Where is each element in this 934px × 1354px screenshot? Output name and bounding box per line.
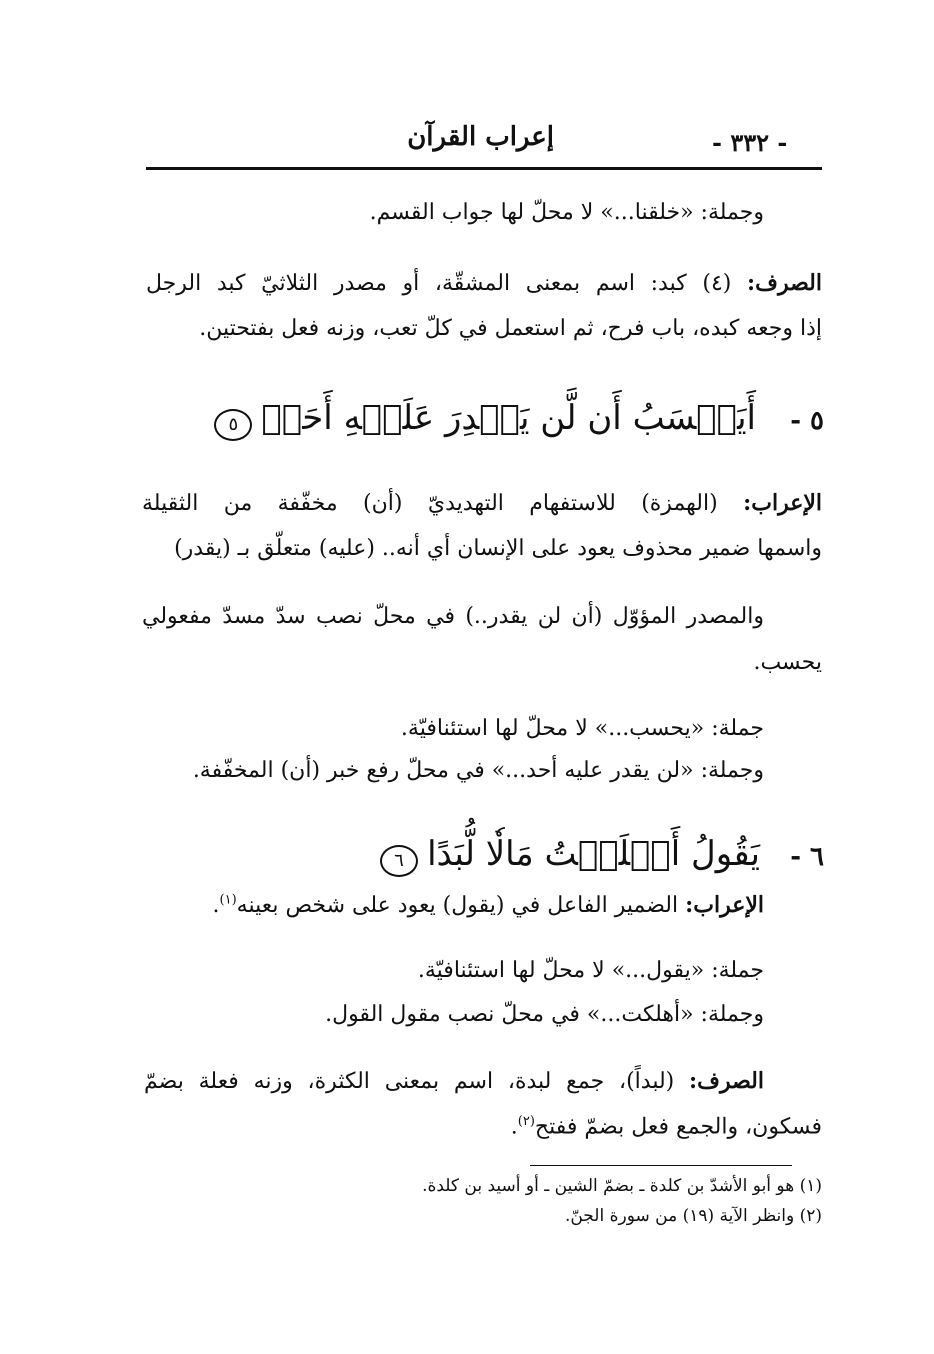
- sarf-paragraph-line2: إذا وجعه كبده، باب فرح، ثم استعمل في كلّ تعب، وزنه فعل بفتحتين.: [199, 316, 822, 341]
- text-line-jumla-yaqul: جملة: «يقول...» لا محلّ لها استئنافيّة.: [417, 958, 764, 983]
- ayah-end-mark-icon: ٦: [380, 845, 418, 877]
- sarf-text: (٤) كبد: اسم بمعنى المشقّة، أو مصدر الثلاثيّ كبد الرجل: [146, 271, 732, 296]
- footnote-1: (١) هو أبو الأشدّ بن كلدة ـ بضمّ الشين ـ أو أسيد بن كلدة.: [422, 1176, 822, 1196]
- text-line-jumla-yahsab: جملة: «يحسب...» لا محلّ لها استئنافيّة.: [400, 716, 764, 741]
- verse-text: أَيَحۡسَبُ أَن لَّن يَقۡدِرَ عَلَيۡهِ أَحَدٞ: [261, 398, 756, 438]
- irab-paragraph-line1: [142, 490, 822, 516]
- irab-paragraph-line2: واسمها ضمير محذوف يعود على الإنسان أي أنه.. (عليه) متعلّق بـ (يقدر): [174, 536, 822, 561]
- sarf-2-line2: فسكون، والجمع فعل بضمّ ففتح$^{(٢)}$.: [510, 1114, 822, 1140]
- header-rule: [146, 167, 822, 170]
- verse-number: ٦ -: [790, 842, 824, 872]
- page-number: - ٣٣٢ -: [712, 128, 788, 157]
- text-line-jumla-khalaqna: وجملة: «خلقنا...» لا محلّ لها جواب القسم.: [369, 200, 764, 225]
- verse-6: [380, 834, 824, 877]
- irab-label: الإعراب:: [743, 490, 822, 516]
- sarf-text: (لبداً)، جمع لبدة، اسم بمعنى الكثرة، وزنه فعلة بضمّ: [144, 1069, 675, 1094]
- irab-label: الإعراب:: [685, 892, 764, 918]
- text-line-jumla-ahlaktu: وجملة: «أهلكت...» في محلّ نصب مقول القول.: [325, 1002, 764, 1027]
- footnote-ref: (٢): [517, 1114, 535, 1129]
- sarf-label: الصرف:: [689, 1068, 764, 1094]
- verse-5: [214, 398, 824, 441]
- verse-text: يَقُولُ أَهۡلَكۡتُ مَالٗا لُّبَدًا: [427, 834, 760, 874]
- footnote-ref: (١): [219, 892, 237, 908]
- text-line-jumla-lan-yaqdir: وجملة: «لن يقدر عليه أحد...» في محلّ رفع خبر (أن) المخفّفة.: [192, 758, 764, 783]
- irab-2-line: الإعراب: الضمير الفاعل في (يقول) يعود على شخص بعينه$^{(١)}$.: [212, 892, 764, 918]
- masdar-line2: يحسب.: [753, 650, 822, 675]
- masdar-line1: والمصدر المؤوّل (أن لن يقدر..) في محلّ نصب سدّ مسدّ مفعولي: [142, 604, 764, 629]
- sarf-label: الصرف:: [747, 270, 822, 296]
- verse-number: ٥ -: [790, 406, 824, 436]
- footnote-separator: [530, 1165, 792, 1166]
- irab-text: الضمير الفاعل في (يقول) يعود على شخص بعينه: [236, 893, 679, 918]
- ayah-end-mark-icon: ٥: [214, 409, 252, 441]
- sarf-text-2: فسكون، والجمع فعل بضمّ ففتح: [534, 1114, 822, 1140]
- irab-text: (الهمزة) للاستفهام التهديديّ (أن) مخفّفة من الثقيلة: [142, 491, 718, 516]
- sarf-paragraph-line1: [146, 270, 822, 296]
- sarf-2-line1: [144, 1068, 764, 1094]
- page-header-title: إعراب القرآن: [407, 122, 554, 152]
- footnote-2: (٢) وانظر الآية (١٩) من سورة الجنّ.: [564, 1206, 822, 1226]
